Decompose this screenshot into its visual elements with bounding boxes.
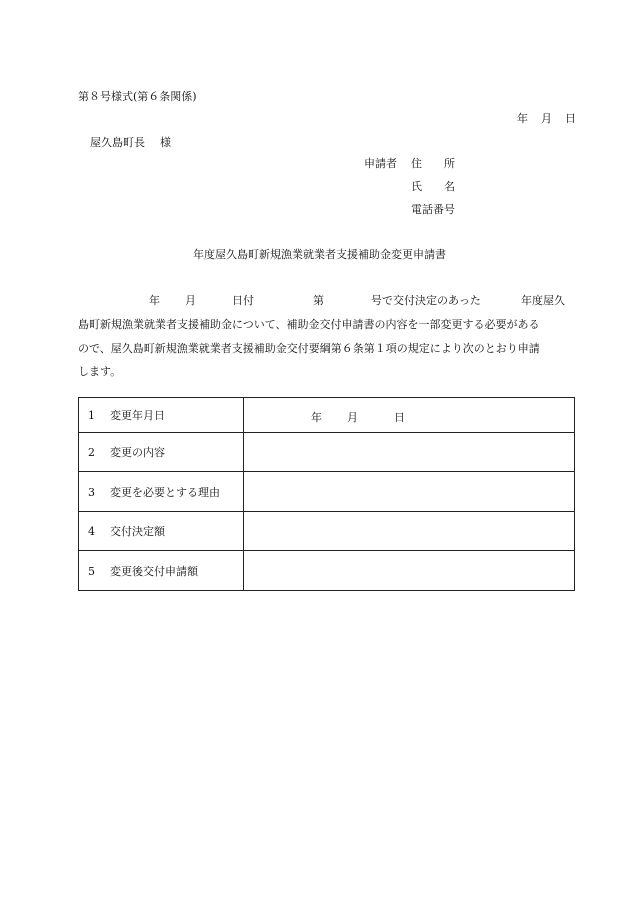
body-line-4: します。: [78, 365, 122, 378]
value-year: 年: [311, 411, 322, 424]
address-label: 住 所: [411, 157, 455, 170]
row-label-text: 変更年月日: [110, 409, 165, 422]
row-number: 5: [88, 564, 95, 578]
table-row: [79, 551, 575, 591]
row-label-text: 変更を必要とする理由: [110, 485, 220, 499]
row-label-change-reason: [79, 472, 244, 512]
table-row: [79, 512, 575, 551]
row-label-decision-amount: [79, 512, 244, 551]
table-row: [79, 433, 575, 472]
recipient-name: 屋久島町長: [90, 136, 145, 149]
phone-label: 電話番号: [411, 203, 455, 216]
row-value-change-date: [244, 398, 575, 433]
body-line-3: ので、屋久島町新規漁業就業者支援補助金交付要綱第６条第１項の規定により次のとおり申請: [78, 342, 540, 355]
row-label-change-content: [79, 433, 244, 472]
row-label-text: 交付決定額: [110, 525, 165, 538]
applicant-label: 申請者: [364, 157, 397, 170]
row-value-revised-amount[interactable]: [244, 551, 575, 591]
row-number: 3: [88, 485, 95, 499]
table-row: [79, 398, 575, 433]
date-year: 年: [517, 112, 528, 125]
date-day: 日: [565, 112, 576, 125]
value-month: 月: [347, 411, 358, 424]
value-day: 日: [394, 411, 405, 424]
body-dated: 日付: [232, 294, 254, 307]
body-month: 月: [185, 294, 196, 307]
row-label-change-date: [79, 398, 244, 433]
body-decision: 号で交付決定のあった: [371, 294, 481, 307]
form-number: 第８号様式(第６条関係): [78, 90, 197, 103]
row-label-revised-amount: [79, 551, 244, 591]
recipient-honorific: 様: [160, 136, 171, 149]
date-month: 月: [541, 112, 552, 125]
row-label-text: 変更後交付申請額: [110, 564, 198, 578]
document-title: 年度屋久島町新規漁業就業者支援補助金変更申請書: [193, 248, 446, 261]
body-year: 年: [149, 294, 160, 307]
row-value-change-content[interactable]: [244, 433, 575, 472]
body-no-prefix: 第: [313, 294, 324, 307]
row-value-decision-amount[interactable]: [244, 512, 575, 551]
change-table: [78, 397, 575, 591]
row-value-change-reason[interactable]: [244, 472, 575, 512]
row-label-text: 変更の内容: [110, 446, 165, 459]
body-tail: 年度屋久: [521, 294, 565, 307]
row-number: 4: [88, 525, 95, 538]
body-line-2: 島町新規漁業就業者支援補助金について、補助金交付申請書の内容を一部変更する必要がある: [78, 318, 540, 331]
name-label: 氏 名: [411, 180, 455, 193]
table-row: [79, 472, 575, 512]
row-number: 2: [88, 446, 95, 459]
row-number: 1: [88, 409, 95, 422]
